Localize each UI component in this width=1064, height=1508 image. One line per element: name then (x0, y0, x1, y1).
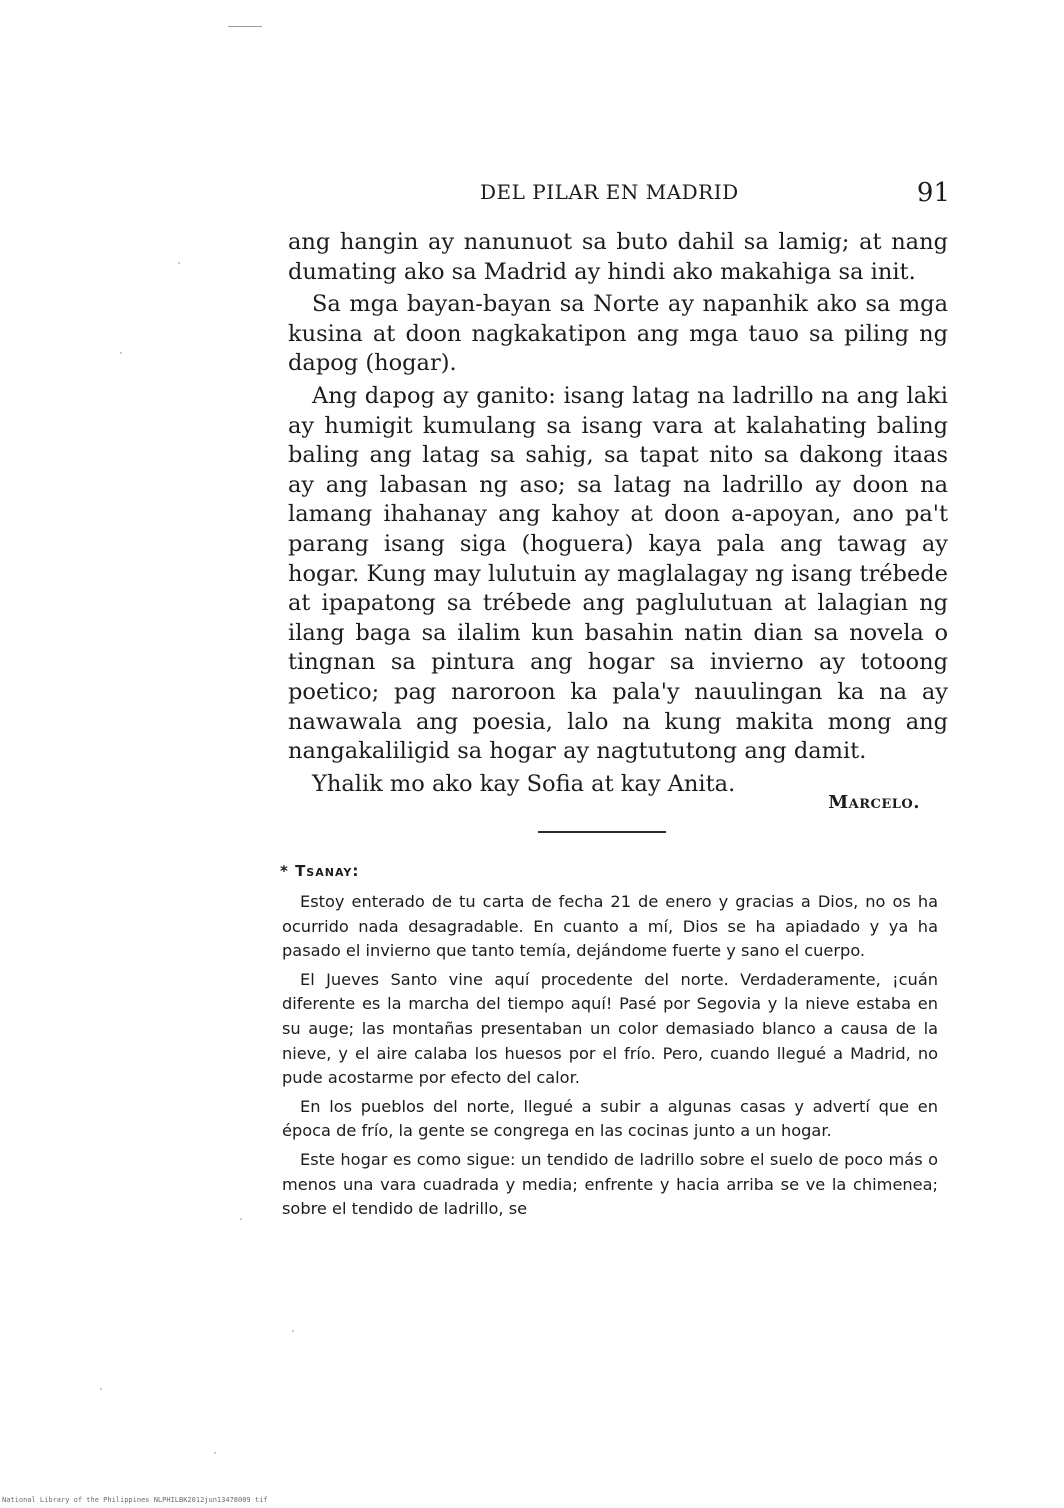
footnote-paragraph: Estoy enterado de tu carta de fecha 21 de enero y gracias a Dios, no os ha ocurrido nada desagradable. En cuanto a mí, Dios se ha apiadado y ya ha pasado el invierno que tanto temía, dejándome fuerte y sano el cuerpo. (282, 892, 938, 961)
scan-speck (120, 352, 122, 354)
scan-mark (228, 26, 262, 27)
footnote-label: * Tsanay: (280, 862, 360, 880)
signature: Marcelo. (828, 792, 920, 813)
footnote-paragraph: En los pueblos del norte, llegué a subir a algunas casas y advertí que en época de frío, la gente se congrega en las cocinas junto a un hogar. (282, 1096, 938, 1141)
scan-footer: National Library of the Philippines NLPHILBK2012jun13478009 tif (2, 1496, 268, 1504)
body-paragraph: Sa mga bayan-bayan sa Norte ay napanhik ako sa mga kusina at doon nagkakatipon ang mga tauo sa piling ng dapog (hogar). (288, 291, 948, 377)
running-title: DEL PILAR EN MADRID (480, 180, 739, 204)
running-header (290, 178, 950, 218)
body-paragraph: Ang dapog ay ganito: isang latag na ladrillo na ang laki ay humigit kumulang sa isang vara at kalahating baling baling ang latag sa sahig, sa tapat nito sa dakong itaas ay ang labasan ng aso; sa latag na ladrillo ay doon na lamang ihahanay ang kahoy at doon a-apoyan, ano pa't parang isang siga (hoguera) kaya pala ang tawag ay hogar. Kung may lulutuin ay maglalagay ng isang trébede at ipapatong sa trébede ang paglulutuan at lalagian ng ilang baga sa ilalim kun basahin natin dian sa novela o tingnan sa pintura ang hogar sa invierno ay totoong poetico; pag naroroon ka pala'y nauulingan ka na ay nawawala ang poesia, lalo na kung makita mong ang nangakaliligid sa hogar ay nagtututong ang damit. (288, 382, 948, 765)
scan-speck (214, 1452, 216, 1454)
page-number: 91 (916, 178, 950, 208)
scan-speck (100, 1388, 102, 1390)
main-body-text (288, 228, 948, 802)
section-divider (538, 831, 666, 833)
scan-speck (178, 262, 180, 264)
body-paragraph: ang hangin ay nanunuot sa buto dahil sa lamig; at nang dumating ako sa Madrid ay hindi ako makahiga sa init. (288, 229, 948, 285)
footnote-translation (282, 890, 938, 1226)
footnote-paragraph: El Jueves Santo vine aquí procedente del norte. Verdaderamente, ¡cuán diferente es la marcha del tiempo aquí! Pasé por Segovia y la nieve estaba en su auge; las montañas presentaban un color demasiado blanco a causa de la nieve, y el aire calaba los huesos por el frío. Pero, cuando llegué a Madrid, no pude acostarme por efecto del calor. (282, 969, 938, 1088)
body-paragraph: Yhalik mo ako kay Sofia at kay Anita. (312, 770, 736, 797)
footnote-paragraph: Este hogar es como sigue: un tendido de ladrillo sobre el suelo de poco más o menos una vara cuadrada y media; enfrente y hacia arriba se ve la chimenea; sobre el tendido de ladrillo, se (282, 1149, 938, 1219)
scan-speck (240, 1218, 242, 1220)
scan-speck (292, 1330, 294, 1332)
